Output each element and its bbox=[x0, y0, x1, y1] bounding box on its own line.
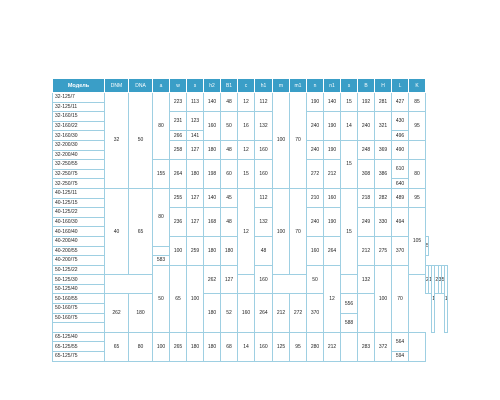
column-header: s bbox=[341, 79, 358, 93]
value-cell: 272 bbox=[290, 294, 307, 332]
value-cell: 180 bbox=[204, 294, 221, 332]
model-cell: 40-200/75 bbox=[53, 256, 105, 266]
value-cell: 180 bbox=[187, 160, 204, 189]
value-cell: 132 bbox=[255, 208, 273, 237]
value-cell: 80 bbox=[409, 160, 426, 189]
model-cell: 32-160/15 bbox=[53, 112, 105, 122]
value-cell: 95 bbox=[409, 188, 426, 207]
value-cell: 212 bbox=[273, 294, 290, 332]
value-cell: 127 bbox=[187, 188, 204, 207]
model-cell: 50-160/75 bbox=[53, 313, 105, 323]
value-cell: 140 bbox=[324, 93, 341, 112]
value-cell: 100 bbox=[170, 236, 187, 265]
value-cell: 370 bbox=[392, 236, 409, 265]
model-cell: 32-250/75 bbox=[53, 169, 105, 179]
value-cell: 52 bbox=[221, 294, 238, 332]
value-cell: 583 bbox=[153, 256, 170, 266]
model-cell: 65-125/75 bbox=[53, 352, 105, 362]
model-cell: 40-200/55 bbox=[53, 246, 105, 256]
model-cell: 65-125/40 bbox=[53, 332, 105, 342]
value-cell: 12 bbox=[238, 140, 255, 159]
value-cell: 95 bbox=[290, 332, 307, 361]
value-cell: 160 bbox=[204, 112, 221, 141]
value-cell: 370 bbox=[307, 294, 324, 332]
value-cell: 50 bbox=[307, 265, 324, 294]
model-cell: 32-200/40 bbox=[53, 150, 105, 160]
value-cell: 180 bbox=[204, 236, 221, 265]
value-cell: 564 bbox=[392, 332, 409, 351]
value-cell bbox=[409, 332, 426, 361]
model-cell: 32-250/75 bbox=[53, 179, 105, 189]
value-cell: 168 bbox=[204, 208, 221, 237]
value-cell: 192 bbox=[358, 93, 375, 112]
value-cell: 48 bbox=[221, 93, 238, 112]
value-cell: 262 bbox=[105, 294, 129, 332]
value-cell: 494 bbox=[392, 208, 409, 237]
model-cell: 32-125/7 bbox=[53, 93, 105, 103]
value-cell: 283 bbox=[358, 332, 375, 361]
value-cell: 259 bbox=[187, 236, 204, 265]
table-row bbox=[53, 332, 448, 342]
value-cell: 430 bbox=[392, 112, 409, 131]
value-cell: 2 bbox=[435, 265, 438, 294]
model-cell: 40-200/40 bbox=[53, 236, 105, 246]
value-cell: 65 bbox=[170, 265, 187, 332]
value-cell: 240 bbox=[307, 112, 324, 141]
value-cell: 330 bbox=[375, 208, 392, 237]
value-cell: 223 bbox=[170, 93, 187, 112]
value-cell: 231 bbox=[170, 112, 187, 131]
table-body bbox=[53, 93, 448, 362]
column-header: h2 bbox=[204, 79, 221, 93]
value-cell: 65 bbox=[105, 332, 129, 361]
value-cell: 127 bbox=[221, 265, 238, 294]
column-header: H bbox=[375, 79, 392, 93]
column-header: n bbox=[307, 79, 324, 93]
value-cell: 190 bbox=[324, 112, 341, 141]
value-cell: 262 bbox=[204, 265, 221, 294]
value-cell: 123 bbox=[187, 112, 204, 131]
value-cell: 5 bbox=[426, 236, 429, 255]
value-cell: 12 bbox=[238, 93, 255, 112]
value-cell: 236 bbox=[170, 208, 187, 237]
model-cell: 50-125/40 bbox=[53, 284, 105, 294]
value-cell: 32 bbox=[105, 93, 129, 189]
column-header: B bbox=[358, 79, 375, 93]
value-cell: 112 bbox=[255, 93, 273, 112]
model-cell: 50-160/55 bbox=[53, 294, 105, 304]
value-cell: 14 bbox=[341, 112, 358, 141]
value-cell: 386 bbox=[375, 160, 392, 189]
model-cell: 32-250/55 bbox=[53, 160, 105, 170]
model-cell: 50-125/30 bbox=[53, 275, 105, 285]
value-cell: 198 bbox=[204, 160, 221, 189]
model-cell: 32-160/22 bbox=[53, 121, 105, 131]
column-header: m bbox=[273, 79, 290, 93]
value-cell: 212 bbox=[324, 160, 341, 189]
value-cell: 264 bbox=[170, 160, 187, 189]
pump-spec-table bbox=[52, 78, 448, 362]
value-cell: 80 bbox=[153, 93, 170, 160]
value-cell: 212 bbox=[358, 236, 375, 265]
value-cell: 15 bbox=[238, 160, 255, 189]
model-cell: 32-125/11 bbox=[53, 102, 105, 112]
value-cell: 489 bbox=[392, 188, 409, 207]
model-cell: 40-125/11 bbox=[53, 188, 105, 198]
value-cell: 1 bbox=[429, 265, 432, 294]
value-cell: 48 bbox=[221, 208, 238, 237]
value-cell: 141 bbox=[187, 131, 204, 141]
value-cell: 212 bbox=[324, 332, 341, 361]
value-cell: 100 bbox=[375, 265, 392, 332]
value-cell: 372 bbox=[375, 332, 392, 361]
value-cell: 490 bbox=[392, 140, 409, 159]
value-cell: 12 bbox=[238, 188, 255, 274]
value-cell: 427 bbox=[392, 93, 409, 112]
value-cell: 60 bbox=[221, 160, 238, 189]
model-cell: 50-125/22 bbox=[53, 265, 105, 275]
value-cell: 240 bbox=[358, 112, 375, 141]
value-cell: 125 bbox=[273, 332, 290, 361]
value-cell: 369 bbox=[375, 140, 392, 159]
value-cell: 15 bbox=[341, 188, 358, 274]
value-cell: 80 bbox=[153, 188, 170, 246]
value-cell: 105 bbox=[409, 208, 426, 275]
value-cell: 70 bbox=[392, 265, 409, 332]
value-cell bbox=[409, 140, 426, 159]
header-row bbox=[53, 79, 448, 93]
value-cell: 16 bbox=[238, 112, 255, 141]
value-cell: 100 bbox=[187, 265, 204, 332]
value-cell: 249 bbox=[358, 208, 375, 237]
value-cell: 100 bbox=[153, 332, 170, 361]
value-cell: 588 bbox=[341, 313, 358, 332]
model-cell: 32-200/30 bbox=[53, 140, 105, 150]
value-cell: 190 bbox=[307, 93, 324, 112]
model-cell: 40-125/15 bbox=[53, 198, 105, 208]
column-header: DNA bbox=[129, 79, 153, 93]
value-cell: 65 bbox=[129, 188, 153, 274]
spec-table-container bbox=[52, 78, 448, 362]
value-cell: 70 bbox=[290, 93, 307, 189]
model-cell: 65-125/55 bbox=[53, 342, 105, 352]
value-cell: 50 bbox=[221, 112, 238, 141]
value-cell: 248 bbox=[358, 140, 375, 159]
value-cell: 281 bbox=[375, 93, 392, 112]
column-header: m1 bbox=[290, 79, 307, 93]
value-cell: 266 bbox=[170, 131, 187, 141]
value-cell: 265 bbox=[170, 332, 187, 361]
model-cell: 32-160/30 bbox=[53, 131, 105, 141]
column-header: L bbox=[392, 79, 409, 93]
column-header: B1 bbox=[221, 79, 238, 93]
value-cell: 70 bbox=[290, 188, 307, 274]
value-cell: 5 bbox=[441, 265, 444, 294]
value-cell: 160 bbox=[255, 140, 273, 159]
value-cell: 113 bbox=[187, 93, 204, 112]
value-cell: 127 bbox=[187, 208, 204, 237]
value-cell: 15 bbox=[341, 140, 358, 188]
value-cell: 190 bbox=[324, 140, 341, 159]
value-cell: 132 bbox=[255, 112, 273, 141]
value-cell: 180 bbox=[204, 332, 221, 361]
value-cell: 2 bbox=[426, 265, 429, 294]
value-cell: 50 bbox=[129, 93, 153, 189]
value-cell: 180 bbox=[187, 332, 204, 361]
table-row bbox=[53, 93, 448, 103]
column-header: DNM bbox=[105, 79, 129, 93]
value-cell: 275 bbox=[375, 236, 392, 265]
value-cell: 80 bbox=[129, 332, 153, 361]
column-header: a bbox=[153, 79, 170, 93]
value-cell: 48 bbox=[255, 236, 273, 265]
column-header-model: Модель bbox=[53, 79, 105, 93]
value-cell: 100 bbox=[273, 93, 290, 189]
value-cell: 264 bbox=[255, 294, 273, 332]
value-cell: 160 bbox=[324, 188, 341, 207]
value-cell: 1 bbox=[432, 265, 435, 332]
value-cell: 264 bbox=[324, 236, 341, 265]
value-cell: 180 bbox=[129, 294, 153, 332]
column-header: K bbox=[409, 79, 426, 93]
value-cell: 160 bbox=[307, 236, 324, 265]
value-cell: 140 bbox=[204, 188, 221, 207]
table-row bbox=[53, 188, 448, 198]
value-cell: 155 bbox=[153, 160, 170, 189]
value-cell: 14 bbox=[238, 332, 255, 361]
value-cell: 594 bbox=[392, 352, 409, 362]
value-cell bbox=[341, 332, 358, 361]
model-cell: 40-160/40 bbox=[53, 227, 105, 237]
value-cell: 68 bbox=[221, 332, 238, 361]
model-cell bbox=[53, 323, 105, 333]
value-cell: 180 bbox=[204, 140, 221, 159]
value-cell: 640 bbox=[392, 179, 409, 189]
value-cell: 15 bbox=[341, 93, 358, 112]
column-header: c bbox=[238, 79, 255, 93]
value-cell: 1 bbox=[444, 265, 447, 332]
model-cell: 40-125/22 bbox=[53, 208, 105, 218]
value-cell: 240 bbox=[307, 208, 324, 237]
value-cell: 12 bbox=[324, 265, 341, 332]
value-cell: 255 bbox=[170, 188, 187, 207]
value-cell: 3 bbox=[438, 265, 441, 294]
value-cell: 127 bbox=[187, 140, 204, 159]
value-cell: 160 bbox=[255, 265, 273, 294]
model-cell: 50-160/75 bbox=[53, 304, 105, 314]
value-cell: 496 bbox=[392, 131, 409, 141]
value-cell: 280 bbox=[307, 332, 324, 361]
value-cell: 160 bbox=[238, 294, 255, 332]
value-cell: 210 bbox=[307, 188, 324, 207]
value-cell: 45 bbox=[221, 188, 238, 207]
value-cell: 100 bbox=[273, 188, 290, 274]
value-cell: 112 bbox=[255, 188, 273, 207]
model-cell: 40-160/30 bbox=[53, 217, 105, 227]
value-cell: 95 bbox=[409, 112, 426, 141]
value-cell: 308 bbox=[358, 160, 375, 189]
value-cell: 48 bbox=[221, 140, 238, 159]
value-cell: 240 bbox=[307, 140, 324, 159]
value-cell: 50 bbox=[153, 265, 170, 332]
value-cell: 40 bbox=[105, 188, 129, 274]
value-cell: 321 bbox=[375, 112, 392, 141]
value-cell: 258 bbox=[170, 140, 187, 159]
value-cell: 218 bbox=[358, 188, 375, 207]
value-cell: 190 bbox=[324, 208, 341, 237]
value-cell: 282 bbox=[375, 188, 392, 207]
value-cell: 160 bbox=[255, 332, 273, 361]
value-cell: 132 bbox=[358, 265, 375, 294]
value-cell: 140 bbox=[204, 93, 221, 112]
value-cell: 180 bbox=[221, 236, 238, 265]
value-cell: 610 bbox=[392, 160, 409, 179]
value-cell: 272 bbox=[307, 160, 324, 189]
value-cell: 556 bbox=[341, 294, 358, 313]
value-cell: 160 bbox=[255, 160, 273, 189]
value-cell: 85 bbox=[409, 93, 426, 112]
column-header: w bbox=[170, 79, 187, 93]
column-header: h1 bbox=[255, 79, 273, 93]
column-header: s bbox=[187, 79, 204, 93]
column-header: n1 bbox=[324, 79, 341, 93]
